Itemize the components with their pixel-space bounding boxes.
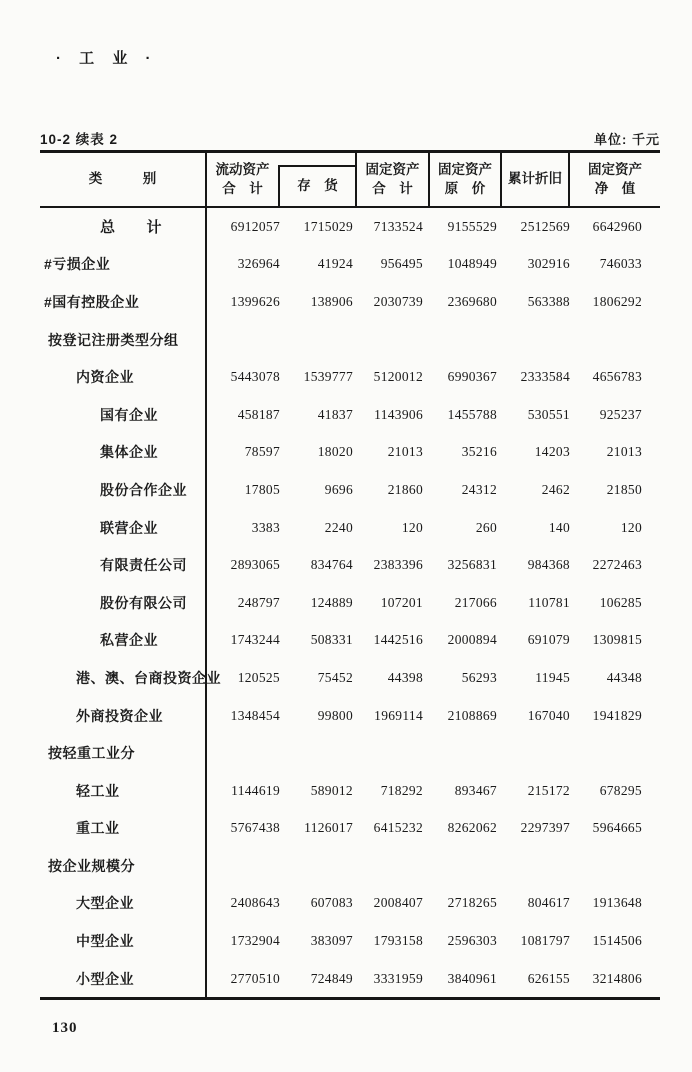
table-row: [40, 546, 660, 584]
cell-value: 8262062: [447, 820, 497, 836]
cell-value: 99800: [317, 707, 353, 723]
header-line: 合 计: [222, 180, 263, 196]
table-row: [40, 960, 660, 998]
table-row: [40, 208, 660, 246]
row-label: 联营企业: [40, 509, 207, 547]
cell-value: 17805: [244, 481, 280, 497]
cell-value: 3840961: [447, 970, 497, 986]
table-row: [40, 584, 660, 622]
table-row: [40, 396, 660, 434]
table-row: [40, 810, 660, 848]
cell-value: 2893065: [230, 557, 280, 573]
table-row: [40, 246, 660, 284]
table-header-row: [40, 153, 660, 208]
cell-value: 834764: [310, 557, 353, 573]
cell-value: 1969114: [374, 707, 423, 723]
cell-value: 2333584: [520, 369, 570, 385]
cell-value: 2383396: [373, 557, 423, 573]
cell-value: 35216: [461, 444, 497, 460]
cell-value: 1143906: [374, 406, 423, 422]
row-label: 内资企业: [40, 358, 207, 396]
cell-value: 120525: [237, 669, 280, 685]
row-label: 有限责任公司: [40, 546, 207, 584]
table-row: [40, 659, 660, 697]
cell-value: 956495: [380, 256, 423, 272]
cell-value: 2240: [324, 519, 353, 535]
table-row: [40, 734, 660, 772]
cell-value: 984368: [527, 557, 570, 573]
cell-value: 458187: [237, 406, 280, 422]
cell-value: 746033: [599, 256, 642, 272]
table-row: [40, 885, 660, 923]
cell-value: 21850: [606, 481, 642, 497]
cell-value: 530551: [527, 406, 570, 422]
section-label: · 工 业 ·: [56, 50, 158, 67]
cell-value: 2408643: [230, 895, 280, 911]
unit-label: 单位: 千元: [594, 132, 660, 147]
row-label: 港、澳、台商投资企业: [40, 659, 207, 697]
table-row: [40, 697, 660, 735]
cell-value: 120: [401, 519, 423, 535]
cell-value: 1455788: [447, 406, 497, 422]
cell-value: 5964665: [592, 820, 642, 836]
cell-value: 260: [475, 519, 497, 535]
cell-value: 6642960: [592, 218, 642, 234]
table-row: [40, 922, 660, 960]
cell-value: 2030739: [373, 293, 423, 309]
cell-value: 2008407: [373, 895, 423, 911]
cell-value: 3214806: [592, 970, 642, 986]
cell-value: 120: [620, 519, 642, 535]
table-row: [40, 772, 660, 810]
cell-value: 508331: [310, 632, 353, 648]
table-row: [40, 622, 660, 660]
cell-value: 138906: [310, 293, 353, 309]
page-number: 130: [52, 1020, 78, 1036]
column-header-category: 类 别: [40, 153, 207, 206]
cell-value: 925237: [599, 406, 642, 422]
table-body: [40, 208, 660, 997]
row-label: #亏损企业: [40, 246, 207, 284]
row-label: 小型企业: [40, 960, 207, 998]
cell-value: 6912057: [230, 218, 280, 234]
cell-value: 21013: [606, 444, 642, 460]
cell-value: 21013: [387, 444, 423, 460]
cell-value: 1048949: [447, 256, 497, 272]
cell-value: 11945: [535, 669, 570, 685]
row-label: 股份合作企业: [40, 471, 207, 509]
column-header-fixed-assets-total: [355, 153, 428, 206]
cell-value: 1806292: [592, 293, 642, 309]
cell-value: 75452: [317, 669, 353, 685]
cell-value: 2272463: [592, 557, 642, 573]
cell-value: 167040: [527, 707, 570, 723]
cell-value: 14203: [534, 444, 570, 460]
column-header-inventory: 存 货: [278, 165, 355, 206]
row-label: 按轻重工业分: [40, 734, 207, 772]
column-header-current-assets-total: [207, 153, 278, 206]
cell-value: 1399626: [230, 293, 280, 309]
row-label: 按登记注册类型分组: [40, 321, 207, 359]
header-line: 固定资产: [588, 161, 642, 177]
cell-value: 1442516: [373, 632, 423, 648]
row-label: 大型企业: [40, 885, 207, 923]
header-line: 固定资产: [365, 161, 420, 177]
cell-value: 2297397: [520, 820, 570, 836]
cell-value: 6990367: [447, 369, 497, 385]
table-row: [40, 509, 660, 547]
cell-value: 1743244: [230, 632, 280, 648]
cell-value: 21860: [387, 481, 423, 497]
cell-value: 106285: [599, 594, 642, 610]
cell-value: 607083: [310, 895, 353, 911]
table-meta: [40, 128, 660, 148]
row-label: 轻工业: [40, 772, 207, 810]
cell-value: 1913648: [592, 895, 642, 911]
column-header-fixed-assets-net-value: [568, 153, 660, 206]
row-label: #国有控股企业: [40, 283, 207, 321]
column-header-fixed-assets-original-price: [428, 153, 500, 206]
cell-value: 678295: [599, 782, 642, 798]
cell-value: 44348: [606, 669, 642, 685]
header-line: 净 值: [594, 180, 636, 196]
cell-value: 9155529: [447, 218, 497, 234]
table-row: [40, 283, 660, 321]
cell-value: 1081797: [520, 933, 570, 949]
cell-value: 217066: [454, 594, 497, 610]
cell-value: 124889: [310, 594, 353, 610]
cell-value: 804617: [527, 895, 570, 911]
cell-value: 3331959: [373, 970, 423, 986]
cell-value: 718292: [380, 782, 423, 798]
cell-value: 2596303: [447, 933, 497, 949]
column-header-accumulated-depreciation: 累计折旧: [500, 153, 568, 206]
row-label: 外商投资企业: [40, 697, 207, 735]
cell-value: 2770510: [230, 970, 280, 986]
cell-value: 3383: [251, 519, 280, 535]
cell-value: 78597: [244, 444, 280, 460]
cell-value: 41924: [317, 256, 353, 272]
row-label: 重工业: [40, 810, 207, 848]
cell-value: 18020: [317, 444, 353, 460]
cell-value: 563388: [527, 293, 570, 309]
cell-value: 1941829: [592, 707, 642, 723]
cell-value: 1715029: [303, 218, 353, 234]
cell-value: 326964: [237, 256, 280, 272]
cell-value: 5767438: [230, 820, 280, 836]
table-caption: 10-2 续表 2: [40, 132, 119, 147]
row-label: 私营企业: [40, 622, 207, 660]
cell-value: 1793158: [373, 933, 423, 949]
cell-value: 9696: [324, 481, 353, 497]
cell-value: 5120012: [373, 369, 423, 385]
cell-value: 2462: [541, 481, 570, 497]
row-label: 股份有限公司: [40, 584, 207, 622]
table-row: [40, 434, 660, 472]
cell-value: 5443078: [230, 369, 280, 385]
statistics-table: [40, 150, 660, 1000]
cell-value: 56293: [461, 669, 497, 685]
cell-value: 44398: [387, 669, 423, 685]
row-label: 按企业规模分: [40, 847, 207, 885]
table-row: [40, 321, 660, 359]
cell-value: 302916: [527, 256, 570, 272]
cell-value: 2512569: [520, 218, 570, 234]
cell-value: 107201: [380, 594, 423, 610]
cell-value: 6415232: [373, 820, 423, 836]
cell-value: 215172: [527, 782, 570, 798]
cell-value: 1539777: [303, 369, 353, 385]
cell-value: 691079: [527, 632, 570, 648]
header-line: 合 计: [372, 180, 413, 196]
header-line: 流动资产: [215, 161, 270, 177]
cell-value: 7133524: [373, 218, 423, 234]
cell-value: 110781: [528, 594, 570, 610]
cell-value: 24312: [461, 481, 497, 497]
cell-value: 1126017: [304, 820, 353, 836]
row-label: 国有企业: [40, 396, 207, 434]
cell-value: 1514506: [592, 933, 642, 949]
cell-value: 2369680: [447, 293, 497, 309]
cell-value: 248797: [237, 594, 280, 610]
cell-value: 2000894: [447, 632, 497, 648]
table-row: [40, 847, 660, 885]
cell-value: 1309815: [592, 632, 642, 648]
cell-value: 626155: [527, 970, 570, 986]
header-line: 原 价: [444, 180, 486, 196]
cell-value: 1144619: [231, 782, 280, 798]
table-row: [40, 358, 660, 396]
cell-value: 2718265: [447, 895, 497, 911]
row-label: 总 计: [40, 208, 207, 246]
cell-value: 3256831: [447, 557, 497, 573]
table-row: [40, 471, 660, 509]
cell-value: 41837: [317, 406, 353, 422]
cell-value: 589012: [310, 782, 353, 798]
cell-value: 383097: [310, 933, 353, 949]
header-line: 固定资产: [438, 161, 492, 177]
cell-value: 2108869: [447, 707, 497, 723]
row-label: 集体企业: [40, 434, 207, 472]
cell-value: 140: [548, 519, 570, 535]
cell-value: 1348454: [230, 707, 280, 723]
cell-value: 893467: [454, 782, 497, 798]
cell-value: 1732904: [230, 933, 280, 949]
cell-value: 4656783: [592, 369, 642, 385]
row-label: 中型企业: [40, 922, 207, 960]
cell-value: 724849: [310, 970, 353, 986]
